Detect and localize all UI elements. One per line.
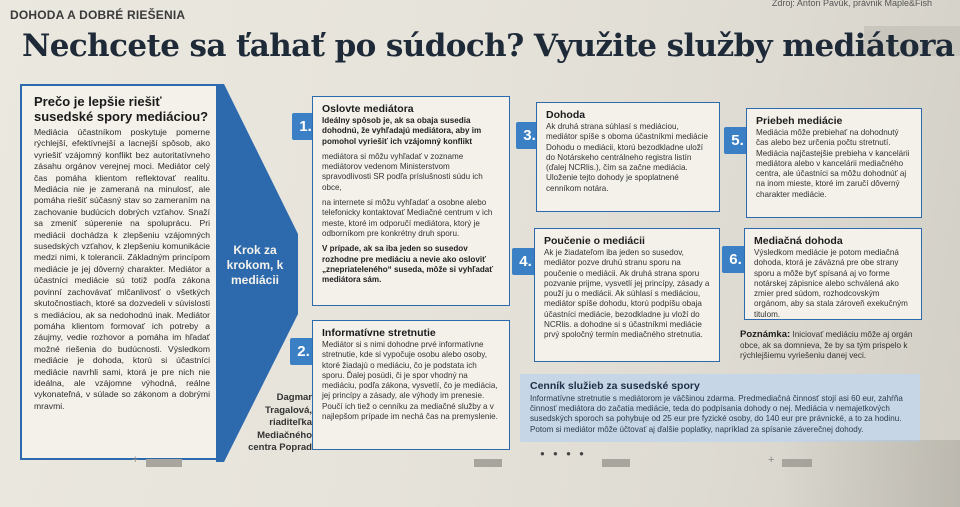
step-6-title: Mediačná dohoda	[754, 235, 843, 247]
step-1-option-a: mediátora si môžu vyhľadať v zozname mediátorov vedenom Ministerstvom spravodlivosti SR podľa príslušnosti súdu ich obce,	[322, 151, 483, 192]
step-4-number: 4.	[512, 248, 539, 275]
step-2-title: Informatívne stretnutie	[322, 327, 436, 339]
step-5-text: Mediácia môže prebiehať na dohodnutý čas alebo bez určenia počtu stretnutí. Mediácia najčastejšie prebieha v kancelárii mediátora alebo v kancelárii mediačného centra, ale účastníci sa môžu dohodnúť aj na inom mieste, ktoré im zaručí dôverný charakter mediácie.	[756, 128, 910, 199]
step-1-title: Oslovte mediátora	[322, 103, 414, 115]
note	[740, 330, 928, 362]
sidebar-box	[20, 84, 218, 460]
step-5-box	[746, 108, 922, 218]
pricing-text: Informatívne stretnutie s mediátorom je väčšinou zdarma. Predmediačná činnosť stojí asi 60 eur, zahŕňa činnosť mediátora do začatia mediácie, teda do podpísania dohody o nej. Mediácia v nemajetkových susedských sporoch sa pohybuje od 25 eur pre fyzické osoby, do 140 eur pre právnické, a to za hodinu. Potom si mediátor môže účtovať aj ďalšie poplatky, napríklad za spísanie záverečnej dohody.	[530, 394, 903, 434]
author-credit: Dagmar Tragalová, riaditeľka Mediačného centra Poprad	[248, 392, 312, 453]
sidebar-title: Prečo je lepšie riešiť susedské spory mediáciou?	[34, 94, 209, 124]
step-6-text: Výsledkom mediácie je potom mediačná dohoda, ktorá je záväzná pre obe strany sporu a môže byť spísaná aj vo forme notárskej zápisnice alebo schválená ako zmier pred súdom, rozhodcovským orgánom, aby sa stala zároveň exekučným titulom.	[754, 248, 908, 319]
note-text: Iniciovať mediáciu môže aj orgán obce, ak sa domnieva, že by sa tým prispelo k rýchlejšiemu vyriešeniu danej veci.	[740, 330, 913, 360]
step-1-option-b: na internete si môžu vyhľadať a osobne alebo telefonicky kontaktovať Mediačné centrum v ich meste, ktoré im odporučí mediátora, ktorý je odborníkom pre konkrétny druh sporu.	[322, 198, 493, 238]
step-1-note: V prípade, ak sa iba jeden so susedov rozhodne pre mediáciu a nevie ako osloviť „znepriateleného“ suseda, môže si vyhľadať mediátora sám.	[322, 244, 494, 285]
step-4-text: Ak je žiadateľom iba jeden so susedov, mediátor pozve druhú stranu sporu na poučenie o mediácii. Ak druhá strana sporu pozvanie prijme, vysvetlí jej princípy, zásady a použí ju o mediácii. Ak súhlasí s mediáciou, mediátor spíše dohodu, ktorú podpíšu obaja účastníci mediácie, bezodkladne ju vloží do NCRlis. a dohodne si s účastníkmi mediácie prvý spoločný termín mediačného stretnutia.	[544, 248, 710, 340]
step-6-number: 6.	[722, 246, 749, 273]
step-4-title: Poučenie o mediácii	[544, 235, 645, 247]
step-3-text: Ak druhá strana súhlasí s mediáciou, mediátor spíše s oboma účastníkmi mediácie Dohodu o mediácii, ktorú bezodkladne uloží do Notárskeho centrálneho registra listín (ďalej NCRlis.), čím sa začne mediácia. Uloženie tejto dohody je spoplatnené cenníkom notára.	[546, 122, 708, 193]
registration-bar	[602, 459, 630, 467]
registration-bar	[146, 459, 182, 467]
step-5-title: Priebeh mediácie	[756, 115, 843, 127]
registration-bar	[474, 459, 502, 467]
step-3-number: 3.	[516, 122, 543, 149]
registration-dots: ● ● ● ●	[540, 449, 587, 458]
step-1-box	[312, 96, 510, 306]
registration-mark: +	[132, 454, 139, 466]
step-1-intro: Ideálny spôsob je, ak sa obaja susedia dohodnú, že vyhľadajú mediátora, aby im pomohol vyriešiť ich vzájomný konflikt	[322, 116, 482, 146]
sidebar-text: Mediácia účastníkom poskytuje pomerne rýchlejší, efektívnejší a lacnejší spôsob, ako vyriešiť vzájomný konflikt bez autoritatívneho zásahu orgánov verejnej moci. Mediátor celý čas pomáha klientom reflektovať realitu. Mediácia nie je zameraná na minulosť, ale pomáha riešiť súčasný stav so zameraním na zachovanie budúcich dobrých vzťahov. Snaží sa zmeniť súperenie na spoluprácu. Pri mediácii dochádza k zlepšeniu vzájomných susedských vzťahov, k zlepšeniu komunikácie medzi nimi, k tolerancii. Základným princípom mediácie je jej dôverný charakter. Mediátor a účastníci mediácie sú totiž podľa zákona povinní zachovávať mlčanlivosť o všetkých skutočnostiach, ktoré sa dozvedeli v súvislosti s mediáciou, ak sa nedohodnú inak. Mediátor pomáha klientom formovať ich potreby a záujmy, vedie rozhovor a pomáha im hľadať možné riešenia do budúcnosti. Výsledkom mediácie je dohoda, ktorú si účastníci mediácie navrhli sami, ktorá je pre nich nie ideálna, ale vzájomne výhodná, reálne vykonateľná, v súlade so zákonom a dobrými mravmi.	[34, 127, 210, 411]
step-4-box	[534, 228, 720, 362]
pricing-title: Cenník služieb za susedské spory	[530, 380, 700, 392]
page-shadow	[780, 440, 960, 507]
section-label: DOHODA A DOBRÉ RIEŠENIA	[10, 8, 186, 22]
note-label: Poznámka:	[740, 329, 791, 340]
step-3-box	[536, 102, 720, 212]
source-credit: Zdroj: Anton Pavúk, právnik Maple&Fish	[771, 0, 932, 8]
registration-mark: +	[768, 454, 775, 466]
headline: Nechcete sa ťahať po súdoch? Využite služby mediátora	[22, 28, 955, 64]
arrow-label: Krok za krokom, k mediácii	[226, 243, 284, 287]
pricing-box	[520, 374, 920, 442]
step-2-text: Mediátor si s nimi dohodne prvé informatívne stretnutie, kde si vypočuje osobu alebo osoby, ktoré žiadajú o mediáciu, čo je podstata ich sporu. Ďalej posúdi, či je spor vhodný na mediáciu, podľa zákona, vysvetlí, čo je mediácia, jej princípy a zásady, ale výhody im prenesie. Poučí ich tiež o cenníku za mediačné služby a v najlepšom prípade im nechá čas na premyslenie.	[322, 340, 498, 422]
step-3-title: Dohoda	[546, 109, 586, 121]
step-2-box	[312, 320, 510, 450]
step-5-number: 5.	[724, 127, 751, 154]
step-2-number: 2.	[290, 338, 317, 365]
step-6-box	[744, 228, 922, 320]
step-1-number: 1.	[292, 113, 319, 140]
